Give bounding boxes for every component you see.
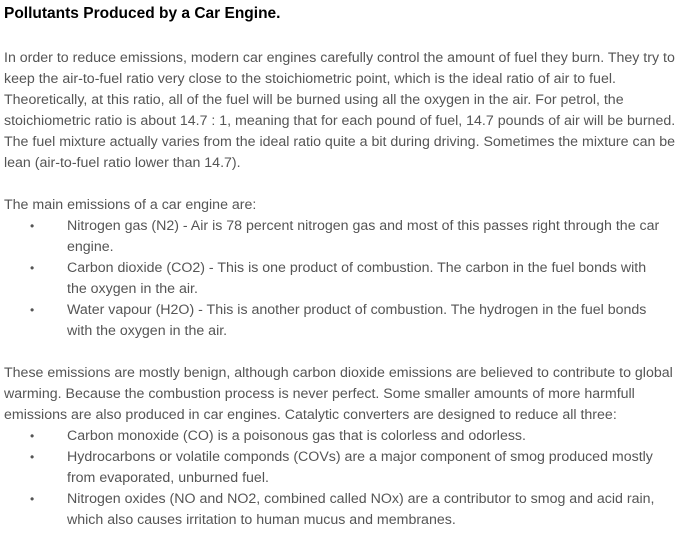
spacer [4, 342, 697, 363]
spacer [4, 174, 697, 195]
list-item [4, 258, 667, 300]
list-item-text: Carbon monoxide (CO) is a poisonous gas that is colorless and odorless. [67, 428, 526, 444]
list-item-text: Nitrogen gas (N2) - Air is 78 percent nitrogen gas and most of this passes right through the car engine. [67, 218, 660, 255]
list-item [4, 216, 667, 258]
list-item [4, 489, 667, 531]
bullet-icon: • [30, 492, 35, 506]
bullet-icon: • [30, 261, 35, 275]
spacer [4, 25, 697, 48]
list-item-text: Nitrogen oxides (NO and NO2, combined called NOx) are a contributor to smog and acid rain, which also causes irritation to human mucus and membranes. [67, 491, 655, 528]
list-item-text: Carbon dioxide (CO2) - This is one product of combustion. The carbon in the fuel bonds with the oxygen in the air. [67, 260, 647, 297]
harmful-emissions-heading: These emissions are mostly benign, although carbon dioxide emissions are believed to contribute to global warming. Because the combustion process is never perfect. Some smaller amounts of more harmfull emissions are also produced in car engines. Catalytic converters are designed to reduce all three: [4, 365, 673, 423]
harmful-emissions-list [4, 426, 697, 531]
bullet-icon: • [30, 303, 35, 317]
bullet-icon: • [30, 429, 35, 443]
intro-paragraph: In order to reduce emissions, modern car engines carefully control the amount of fuel they burn. They try to keep the air-to-fuel ratio very close to the stoichiometric point, which is the ideal ratio of air to fuel. Theoretically, at this ratio, all of the fuel will be burned using all the oxygen in the air. For petrol, the stoichiometric ratio is about 14.7 : 1, meaning that for each pound of fuel, 14.7 pounds of air will be burned. The fuel mixture actually varies from the ideal ratio quite a bit during driving. Sometimes the mixture can be lean (air-to-fuel ratio lower than 14.7). [4, 50, 676, 171]
main-emissions-heading: The main emissions of a car engine are: [4, 197, 257, 213]
bullet-icon: • [30, 219, 35, 233]
main-emissions-list [4, 216, 697, 342]
list-item [4, 426, 667, 447]
bullet-icon: • [30, 450, 35, 464]
list-item [4, 447, 667, 489]
list-item-text: Hydrocarbons or volatile componds (COVs) are a major component of smog produced mostly from evaporated, unburned fuel. [67, 449, 653, 486]
list-item-text: Water vapour (H2O) - This is another product of combustion. The hydrogen in the fuel bonds with the oxygen in the air. [67, 302, 647, 339]
document-title: Pollutants Produced by a Car Engine. [4, 5, 281, 22]
list-item [4, 300, 667, 342]
